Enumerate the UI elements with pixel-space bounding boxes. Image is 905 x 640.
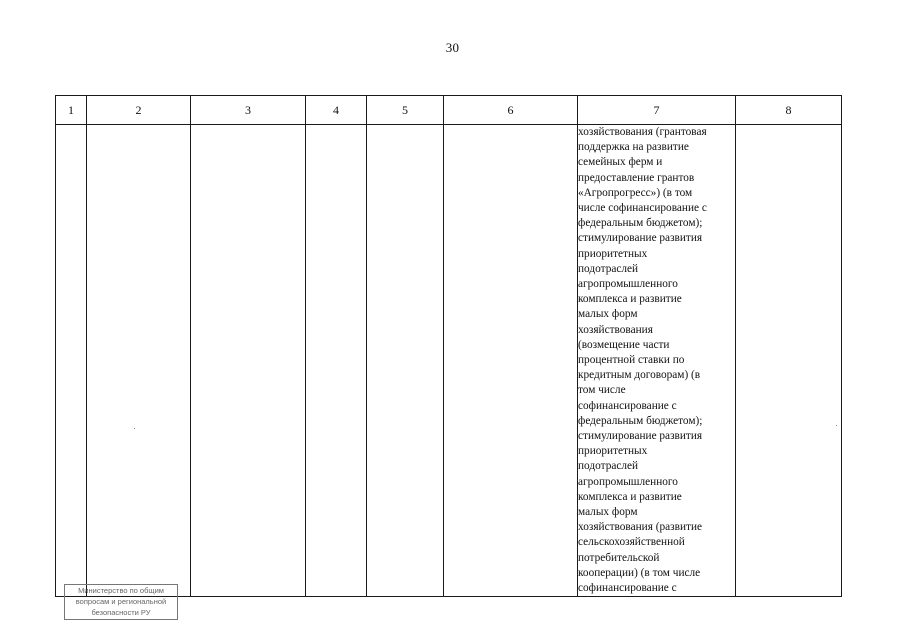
cell-col-5 — [367, 125, 444, 597]
table-row — [56, 125, 842, 597]
table-header-row — [56, 96, 842, 125]
stamp-line-3: безопасности РУ — [91, 608, 151, 617]
column-header-4: 4 — [306, 96, 367, 125]
stamp-line-1: Министерство по общим — [78, 586, 164, 595]
cell-col-2 — [87, 125, 191, 597]
cell-col-6 — [444, 125, 578, 597]
page-number: 30 — [445, 40, 460, 55]
scan-speck — [134, 428, 135, 429]
registration-stamp — [64, 584, 178, 620]
column-header-3: 3 — [191, 96, 306, 125]
column-header-7: 7 — [578, 96, 736, 125]
scan-speck — [836, 425, 837, 426]
column-header-5: 5 — [367, 96, 444, 125]
column-header-1: 1 — [56, 96, 87, 125]
cell-col-4 — [306, 125, 367, 597]
column-header-8: 8 — [736, 96, 842, 125]
data-table — [55, 95, 842, 597]
stamp-line-2: вопросам и региональной — [75, 597, 167, 606]
cell-col-8 — [736, 125, 842, 597]
cell-col-7-description: хозяйствования (грантовая поддержка на развитие семейных ферм и предоставление грантов «Агропрогресс») (в том числе софинансирование с федеральным бюджетом); стимулирование развития приоритетных подотраслей агропромышленного комплекса и развитие малых форм хозяйствования (возмещение части процентной ставки по кредитным договорам) (в том числе софинансирование с федеральным бюджетом); стимулирование развития приоритетных подотраслей агропромышленного комплекса и развитие малых форм хозяйствования (развитие сельскохозяйственной потребительской кооперации) (в том числе софинансирование с — [578, 125, 736, 597]
cell-col-3 — [191, 125, 306, 597]
column-header-2: 2 — [87, 96, 191, 125]
column-header-6: 6 — [444, 96, 578, 125]
cell-col-1 — [56, 125, 87, 597]
